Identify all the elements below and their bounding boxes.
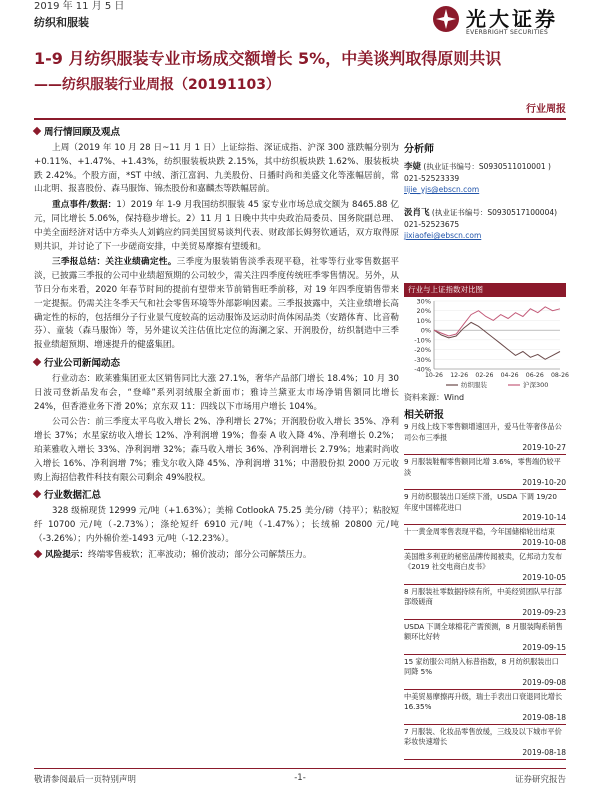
related-report-date: 2019-08-18 — [522, 747, 566, 757]
section-title: 行业公司新闻动态 — [44, 357, 121, 369]
paragraph — [34, 256, 399, 353]
analyst-name: 李婕 — [404, 162, 422, 172]
paragraph — [34, 199, 399, 254]
report-type-tag: 行业周报 — [526, 104, 566, 115]
report-category: 纺织和服装 — [34, 16, 89, 29]
logo-chinese-name: 光大证券 — [466, 7, 558, 31]
chart-svg — [404, 297, 569, 393]
analyst-1 — [404, 161, 566, 173]
analyst-email-link[interactable]: jixiaofei@ebscn.com — [404, 231, 482, 240]
x-tick-label: 06-26 — [525, 372, 544, 379]
logo-english-name: EVERBRIGHT SECURITIES — [466, 29, 549, 36]
diamond-bullet-icon — [33, 127, 41, 135]
related-report-title: 中美贸易摩擦再升级，瑞士手表出口衰退同比增长 16.35% — [404, 691, 563, 711]
series-line — [434, 322, 560, 359]
related-report-date: 2019-10-27 — [522, 443, 566, 452]
y-tick-label: -30% — [414, 355, 431, 364]
legend-label: 沪深300 — [523, 381, 549, 389]
related-report-title: 9 月服装鞋帽零售额同比增 3.6%，零售端仍较平淡 — [404, 457, 561, 477]
related-report-title: 9 月纺织服装出口延续下滑，USDA 下调 19/20 年度中国棉花进口 — [404, 492, 557, 512]
risk-paragraph — [34, 549, 399, 563]
y-tick-label: -40% — [414, 365, 431, 374]
related-report-title: 美国维多利亚的秘密品牌传闻被卖，亿邦动力发布《2019 社交电商白皮书》 — [404, 551, 563, 571]
section-industry-news — [34, 355, 399, 369]
paragraph: 328 级棉现货 12999 元/吨（+1.63%）；美棉 CotlookA 75.25 美分/磅（持平）；粘胶短纤 10700 元/吨（-2.73%）；涤纶短纤 6910 元/吨（-1.47%）；长绒棉 20800 元/吨（-3.26%）；内外棉价差-1493 元/吨（-12.23%）。 — [34, 506, 399, 544]
related-report-item[interactable] — [404, 550, 566, 585]
related-report-date: 2019-10-08 — [522, 537, 566, 547]
related-reports-list — [404, 420, 566, 760]
section-weekly-review — [34, 124, 399, 138]
report-subtitle: ——纺织服装行业周报（20191103） — [34, 77, 280, 93]
report-title: 1-9 月纺织服装专业市场成交额增长 5%，中美谈判取得原则共识 — [34, 49, 502, 68]
section-industry-data — [34, 487, 399, 501]
analyst-panel — [404, 140, 566, 241]
y-tick-label: 0% — [420, 326, 431, 335]
related-report-title: USDA 下调全球棉花产需预测，8 月服装陶系销售额环比好转 — [404, 621, 563, 641]
title-divider — [34, 98, 566, 120]
chart-source: 资料来源：Wind — [404, 393, 465, 402]
related-report-item[interactable] — [404, 420, 566, 455]
related-reports-title: 相关研报 — [404, 410, 444, 421]
related-report-date: 2019-09-15 — [522, 642, 566, 652]
analyst-name: 汲肖飞 — [404, 208, 430, 218]
related-report-title: 7 月服装、化妆品零售放缓，三线及以下城市平价彩妆快速增长 — [404, 726, 562, 746]
y-tick-label: 20% — [416, 307, 431, 316]
paragraph-body: 三季度为服装销售淡季表现平稳，社零等行业零售数据平淡，已披露三季报的公司中业绩超预期的公司较少，需关注四季度传统旺季零售情况。另外，从节日分布来看，2020 年春节时间的提前有望带来节前销售旺季前移，对 19 年四季度销售带来一定提振。仍需关注冬季天气和社会零售环境等外部影响因素。三季报披露中，关注业绩增长高确定性的标的，包括细分子行业景气度较高的运动服饰及运动时尚体闲品类（安踏体育、比音勒芬）、童装（森马服饰）等，另外建议关注估值比定位的海澜之家、开润股份，纺织制造中三季报业绩超预期、增速提升的健盛集团。 — [34, 257, 399, 351]
related-report-date: 2019-10-14 — [522, 513, 566, 522]
related-report-item[interactable] — [404, 490, 566, 525]
diamond-bullet-icon — [33, 358, 41, 366]
analyst-cert: (执业证书编号：S0930517100004) — [431, 208, 558, 217]
series-line — [434, 307, 560, 336]
x-tick-label: 08-26 — [551, 372, 569, 379]
x-tick-label: 10-26 — [425, 372, 443, 379]
y-tick-label: -10% — [414, 336, 431, 345]
y-tick-label: 30% — [416, 297, 431, 306]
y-tick-label: -20% — [414, 346, 431, 355]
everbright-logo — [432, 3, 582, 39]
everbright-logo-icon — [432, 5, 460, 33]
x-tick-label: 02-26 — [475, 372, 494, 379]
related-report-item[interactable] — [404, 525, 566, 550]
diamond-bullet-icon — [33, 490, 41, 498]
index-comparison-chart — [404, 283, 569, 393]
analyst-2 — [404, 207, 566, 219]
paragraph-body: 1）2019 年 1-9 月我国纺织服装 45 家专业市场总成交额为 8465.88 亿元，同比增长 5.06%，保持稳步增长。2）11 月 1 日晚中共中央政治局委员、国务院副总理、中美全面经济对话中方牵头人刘鹤应约同美国贸易谈判代表、财政部长姆努钦通话，双方取得原则共识，并讨论了下一步磋商安排，中美贸易摩擦有望缓和。 — [34, 200, 399, 252]
x-tick-label: 04-26 — [500, 372, 519, 379]
x-tick-label: 12-26 — [450, 372, 469, 379]
related-report-item[interactable] — [404, 620, 566, 655]
risk-body: 终端零售疲软；汇率波动；棉价波动；部分公司解禁压力。 — [87, 549, 312, 560]
main-content — [34, 122, 399, 565]
report-date: 2019 年 11 月 5 日 — [34, 1, 125, 12]
related-report-title: 8 月服装社零数据持续有所，中美经贸团队早行部部级磋商 — [404, 586, 562, 606]
analyst-phone: 021-52523339 — [404, 174, 460, 183]
related-report-date: 2019-09-08 — [522, 677, 566, 687]
paragraph: 公司公告：前三季度太平鸟收入增长 2%、净利增长 27%；开润股份收入增长 35%、净利增长 37%；水星家纺收入增长 12%、净利润增 19%；鲁泰 A 收入降 4%、净利增长 0.2%；珀莱雅收入增长 33%、净利润增 32%；森马收入增长 36%、净利润增长 2.79%；地素时尚收入增长 16%、净利润增 7%；雅戈尔收入降 45%、净利润增 31%；中潜股份拟 2000 万元收购上海招信教件科技有限公司剩余 49%股权。 — [34, 417, 399, 483]
section-title: 周行情回顾及观点 — [44, 127, 121, 138]
related-report-date: 2019-10-20 — [522, 478, 566, 487]
analyst-cert: (执业证书编号：S0930511010001 ) — [423, 162, 551, 171]
related-report-item[interactable] — [404, 690, 566, 725]
y-tick-label: 10% — [416, 316, 431, 325]
paragraph-lead: 重点事件/数据： — [52, 200, 117, 211]
related-report-date: 2019-08-18 — [522, 712, 566, 722]
chart-title: 行业与上证指数对比图 — [404, 283, 566, 297]
page-number: -1- — [294, 773, 306, 783]
analyst-email-link[interactable]: lijie_yjs@ebscn.com — [404, 185, 480, 194]
paragraph-lead: 三季报总结：关注业绩确定性。 — [52, 257, 177, 268]
analyst-title: 分析师 — [404, 144, 434, 155]
related-report-item[interactable] — [404, 655, 566, 690]
footer-report-type: 证券研究报告 — [514, 775, 566, 785]
related-report-date: 2019-09-23 — [522, 607, 566, 617]
paragraph: 行业动态：欧莱雅集团亚太区销售同比大涨 27.1%，奢华产品部门增长 18.4%；10 月 30 日波司登新品发布会，“登峰”系列羽绒服全新面市；雅诗兰黛亚太市场净销售额同比增长 24%，但香港业务下滑 20%；京东双 11：四线以下市场用户增长 104%。 — [34, 373, 399, 412]
related-report-title: 十一黄金周零售表现平稳，今年国储棉轮出结束 — [404, 527, 555, 536]
paragraph: 上周（2019 年 10 月 28 日~11 月 1 日）上证综指、深证成指、沪深 300 涨跌幅分别为+0.11%、+1.47%、+1.43%，纺织服装板块跌 2.15%，其中纺织板块跌 1.62%、服装板块跌 2.42%。个股方面，*ST 中绒、浙江富润、九美股份、日播时尚和美盛文化等涨幅居前，常山北明、报喜股份、森马服饰、锦杰股份和嘉麟杰等跌幅居前。 — [34, 143, 399, 195]
footer-disclaimer: 敬请参阅最后一页特别声明 — [34, 775, 137, 785]
related-report-title: 15 家纺服公司纳入标普指数，8 月纺织服装出口同降 5% — [404, 656, 559, 676]
analyst-phone: 021-52523675 — [404, 220, 460, 229]
related-report-title: 9 月线上线下零售额增速回升，爱马仕等奢侈品公司公布三季报 — [404, 422, 562, 442]
risk-title: 风险提示： — [45, 549, 88, 560]
section-title: 行业数据汇总 — [44, 490, 102, 502]
related-report-item[interactable] — [404, 585, 566, 620]
legend-label: 纺织服装 — [461, 381, 487, 389]
related-report-item[interactable] — [404, 725, 566, 760]
related-report-date: 2019-10-05 — [522, 572, 566, 582]
page-footer — [34, 768, 566, 789]
diamond-bullet-icon — [34, 549, 42, 557]
related-report-item[interactable] — [404, 455, 566, 490]
